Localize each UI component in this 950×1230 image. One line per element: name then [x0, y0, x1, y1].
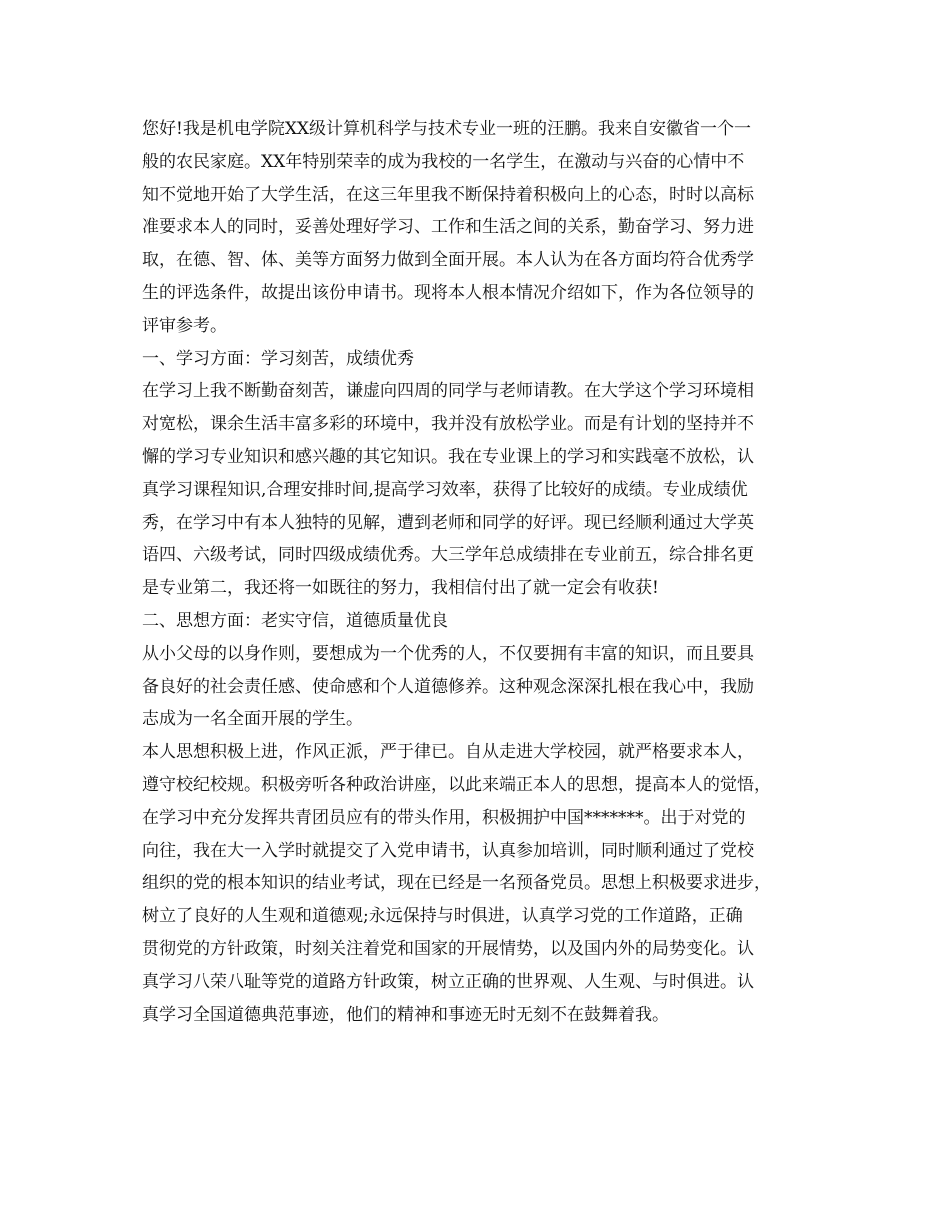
paragraph-line: 遵守校纪校规。积极旁听各种政治讲座，以此来端正本人的思想，提高本人的觉悟， [142, 774, 771, 795]
paragraph-line: 真学习全国道德典范事迹，他们的精神和事迹无时无刻不在鼓舞着我。 [142, 1004, 669, 1025]
section-heading-thought: 二、思想方面：老实守信，道德质量优良 [142, 610, 448, 631]
paragraph-line: 对宽松，课余生活丰富多彩的环境中，我并没有放松学业。而是有计划的坚持并不 [142, 414, 754, 435]
paragraph-line: 从小父母的以身作则，要想成为一个优秀的人，不仅要拥有丰富的知识，而且要具 [142, 643, 754, 664]
paragraph-line: 真学习八荣八耻等党的道路方针政策，树立正确的世界观、人生观、与时俱进。认 [142, 971, 754, 992]
paragraph-line: 向往，我在大一入学时就提交了入党申请书，认真参加培训，同时顺利通过了党校 [142, 840, 754, 861]
paragraph-line: 组织的党的根本知识的结业考试，现在已经是一名预备党员。思想上积极要求进步， [142, 873, 771, 894]
paragraph-line: 在学习上我不断勤奋刻苦，谦虚向四周的同学与老师请教。在大学这个学习环境相 [142, 381, 754, 402]
paragraph-line: 您好!我是机电学院XX级计算机科学与技术专业一班的汪鹏。我来自安徽省一个一 [142, 119, 752, 139]
paragraph-line: 是专业第二，我还将一如既往的努力，我相信付出了就一定会有收获! [142, 578, 659, 599]
paragraph-line: 知不觉地开始了大学生活，在这三年里我不断保持着积极向上的心态，时时以高标 [142, 184, 754, 205]
document-body [142, 113, 814, 1031]
paragraph-line: 懈的学习专业知识和感兴趣的其它知识。我在专业课上的学习和实践毫不放松，认 [142, 446, 754, 467]
paragraph-line: 评审参考。 [142, 315, 227, 336]
paragraph-line: 真学习课程知识,合理安排时间,提高学习效率，获得了比较好的成绩。专业成绩优 [142, 479, 748, 500]
paragraph-line: 语四、六级考试，同时四级成绩优秀。大三学年总成绩排在专业前五，综合排名更 [142, 545, 754, 566]
paragraph-line: 准要求本人的同时，妥善处理好学习、工作和生活之间的关系，勤奋学习、努力进 [142, 217, 754, 238]
paragraph-line: 取，在德、智、体、美等方面努力做到全面开展。本人认为在各方面均符合优秀学 [142, 250, 754, 271]
paragraph-line: 在学习中充分发挥共青团员应有的带头作用，积极拥护中国*******。出于对党的 [142, 807, 746, 828]
paragraph-line: 备良好的社会责任感、使命感和个人道德修养。这种观念深深扎根在我心中，我励 [142, 676, 754, 697]
paragraph-line: 树立了良好的人生观和道德观;永远保持与时俱进，认真学习党的工作道路，正确 [142, 906, 743, 927]
paragraph-line: 般的农民家庭。XX年特别荣幸的成为我校的一名学生，在激动与兴奋的心情中不 [142, 151, 745, 172]
paragraph-line: 生的评选条件，故提出该份申请书。现将本人根本情况介绍如下，作为各位领导的 [142, 282, 754, 303]
paragraph-line: 秀，在学习中有本人独特的见解，遭到老师和同学的好评。现已经顺利通过大学英 [142, 512, 754, 533]
paragraph-line: 贯彻党的方针政策，时刻关注着党和国家的开展情势，以及国内外的局势变化。认 [142, 938, 754, 959]
paragraph-line: 本人思想积极上进，作风正派，严于律已。自从走进大学校园，就严格要求本人， [142, 742, 754, 763]
section-heading-study: 一、学习方面：学习刻苦，成绩优秀 [142, 348, 414, 369]
paragraph-line: 志成为一名全面开展的学生。 [142, 709, 363, 730]
